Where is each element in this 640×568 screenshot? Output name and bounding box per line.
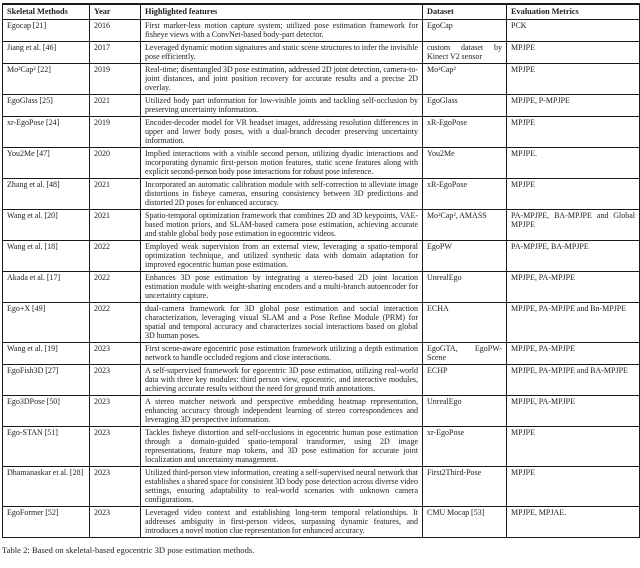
method-cell: EgoFish3D [27] (3, 365, 90, 396)
metrics-cell: MPJPE (507, 179, 640, 210)
year-cell: 2023 (90, 365, 141, 396)
col-header-skeletal-methods: Skeletal Methods (3, 4, 90, 20)
method-cell: Akada et al. [17] (3, 272, 90, 303)
dataset-cell: xR-EgoPose (423, 117, 507, 148)
features-cell: First scene-aware egocentric pose estimation framework utilizing a depth estimation network to handle occluded regions and close interactions. (141, 343, 423, 365)
table-row (3, 20, 640, 42)
dataset-cell: EgoPW (423, 241, 507, 272)
year-cell: 2022 (90, 241, 141, 272)
year-cell: 2022 (90, 303, 141, 343)
method-cell: Egocap [21] (3, 20, 90, 42)
features-cell: Leveraged dynamic motion signatures and static scene structures to infer the invisible pose efficiently. (141, 42, 423, 64)
method-cell: EgoGlass [25] (3, 95, 90, 117)
dataset-cell: ECHP (423, 365, 507, 396)
table-row (3, 241, 640, 272)
method-cell: Mo²Cap² [22] (3, 64, 90, 95)
year-cell: 2020 (90, 148, 141, 179)
method-cell: EgoFormer [52] (3, 507, 90, 538)
dataset-cell: You2Me (423, 148, 507, 179)
metrics-cell: MPJPE, PA-MPJPE (507, 272, 640, 303)
table-caption: Table 2: Based on skeletal-based egocentric 3D pose estimation methods. (2, 545, 255, 555)
features-cell: Utilized body part information for low-visible joints and tackling self-occlusion by preserving uncertainty information. (141, 95, 423, 117)
year-cell: 2021 (90, 210, 141, 241)
metrics-cell: PA-MPJPE, BA-MPJPE (507, 241, 640, 272)
table-row (3, 507, 640, 538)
features-cell: dual-camera framework for 3D global pose estimation and social interaction characterization, leveraging visual SLAM and a Pose Refine Module (PRM) for spatial and temporal accuracy and characterizes social interactions based on global 3D human poses. (141, 303, 423, 343)
header-row (3, 4, 640, 20)
metrics-cell: PA-MPJPE, BA-MPJPE and Global MPJPE (507, 210, 640, 241)
features-cell: Utilized third-person view information, creating a self-supervised neural network that establishes a shared space for consistent 3D body pose detection across diverse video settings, ensuring adaptability to real-world scenarios with unknown camera configurations. (141, 467, 423, 507)
features-cell: Encoder-decoder model for VR headset images, addressing resolution differences in upper and lower body poses, with a dual-branch decoder preserving uncertainty information. (141, 117, 423, 148)
table-row (3, 117, 640, 148)
features-cell: Incorporated an automatic calibration module with self-correction to alleviate image distortions in fisheye cameras, ensuring consistency between 3D predictions and distorted 2D poses for enhanced accuracy. (141, 179, 423, 210)
table-header (3, 4, 640, 20)
method-cell: xr-EgoPose [24] (3, 117, 90, 148)
metrics-cell: MPJPE (507, 42, 640, 64)
col-header-highlighted-features: Highlighted features (141, 4, 423, 20)
dataset-cell: Mo²Cap² (423, 64, 507, 95)
table-row (3, 272, 640, 303)
table-row (3, 210, 640, 241)
dataset-cell: xR-EgoPose (423, 179, 507, 210)
features-cell: Tackles fisheye distortion and self-occlusions in egocentric human pose estimation through a domain-guided spatio-temporal transformer, using 2D image representations, feature map tokens, and 3D pose estimation for accurate joint localization and uncertainty management. (141, 427, 423, 467)
dataset-cell: UnrealEgo (423, 396, 507, 427)
table-row (3, 365, 640, 396)
table-row (3, 179, 640, 210)
metrics-cell: MPJPE, MPJAE. (507, 507, 640, 538)
features-cell: Spatio-temporal optimization framework that combines 2D and 3D keypoints, VAE-based motion priors, and SLAM-based camera pose estimation, achieving accurate and stable global body pose estimation in egocentric videos. (141, 210, 423, 241)
col-header-year: Year (90, 4, 141, 20)
metrics-cell: MPJPE, PA-MPJPE and Bn-MPJPE (507, 303, 640, 343)
table-row (3, 148, 640, 179)
table-row (3, 42, 640, 64)
method-cell: You2Me [47] (3, 148, 90, 179)
method-cell: Wang et al. [19] (3, 343, 90, 365)
dataset-cell: First2Third-Pose (423, 467, 507, 507)
metrics-cell: MPJPE. (507, 148, 640, 179)
col-header-dataset: Dataset (423, 4, 507, 20)
metrics-cell: MPJPE (507, 427, 640, 467)
year-cell: 2021 (90, 179, 141, 210)
year-cell: 2022 (90, 272, 141, 303)
method-cell: Wang et al. [20] (3, 210, 90, 241)
table-body (3, 20, 640, 538)
method-cell: Wang et al. [18] (3, 241, 90, 272)
method-cell: Ego-STAN [51] (3, 427, 90, 467)
features-cell: Leveraged video context and establishing long-term temporal relationships. It addresses ambiguity in first-person videos, surpassing dynamic features, and introduces a novel motion clue representation for enhanced accuracy. (141, 507, 423, 538)
metrics-cell: MPJPE, PA-MPJPE and BA-MPJPE (507, 365, 640, 396)
metrics-cell: MPJPE (507, 117, 640, 148)
year-cell: 2023 (90, 396, 141, 427)
features-cell: Implied interactions with a visible second person, utilizing dyadic interactions and incorporating dynamic first-person motion features, static scene features along with explicit second-person body pose interactions for robust pose inference. (141, 148, 423, 179)
features-cell: Enhances 3D pose estimation by integrating a stereo-based 2D joint location estimation module with weight-sharing encoders and a multi-branch autoencoder for uncertainty capture. (141, 272, 423, 303)
methods-table (2, 3, 640, 538)
dataset-cell: ECHA (423, 303, 507, 343)
metrics-cell: MPJPE, P-MPJPE (507, 95, 640, 117)
method-cell: Ego3DPose [50] (3, 396, 90, 427)
features-cell: Employed weak supervision from an external view, leveraging a spatio-temporal optimization technique, and utilized synthetic data with domain adaptation for improved egocentric human pose estimation. (141, 241, 423, 272)
year-cell: 2017 (90, 42, 141, 64)
table-row (3, 95, 640, 117)
year-cell: 2023 (90, 343, 141, 365)
metrics-cell: MPJPE, PA-MPJPE (507, 343, 640, 365)
col-header-evaluation-metrics: Evaluation Metrics (507, 4, 640, 20)
table-row (3, 343, 640, 365)
metrics-cell: MPJPE, PA-MPJPE (507, 396, 640, 427)
year-cell: 2021 (90, 95, 141, 117)
table-row (3, 396, 640, 427)
year-cell: 2023 (90, 467, 141, 507)
metrics-cell: MPJPE (507, 64, 640, 95)
method-cell: Zhang et al. [48] (3, 179, 90, 210)
dataset-cell: xr-EgoPose (423, 427, 507, 467)
method-cell: Jiang et al. [46] (3, 42, 90, 64)
dataset-cell: Mo²Cap², AMASS (423, 210, 507, 241)
table-row (3, 427, 640, 467)
year-cell: 2023 (90, 427, 141, 467)
table-row (3, 467, 640, 507)
table-row (3, 303, 640, 343)
year-cell: 2023 (90, 507, 141, 538)
dataset-cell: EgoGTA, EgoPW-Scene (423, 343, 507, 365)
year-cell: 2016 (90, 20, 141, 42)
year-cell: 2019 (90, 64, 141, 95)
dataset-cell: custom dataset by Kinect V2 sensor (423, 42, 507, 64)
dataset-cell: CMU Mocap [53] (423, 507, 507, 538)
features-cell: First marker-less motion capture system; utilized pose estimation framework for fisheye views with a ConvNet-based body-part detector. (141, 20, 423, 42)
metrics-cell: PCK (507, 20, 640, 42)
year-cell: 2019 (90, 117, 141, 148)
method-cell: Dhamanaskar et al. [28] (3, 467, 90, 507)
dataset-cell: UnrealEgo (423, 272, 507, 303)
dataset-cell: EgoGlass (423, 95, 507, 117)
features-cell: A self-supervised framework for egocentric 3D pose estimation, utilizing real-world data with three key modules: third person view, egocentric, and interactive modules, achieving accurate results without the need for ground truth annotations. (141, 365, 423, 396)
metrics-cell: MPJPE (507, 467, 640, 507)
features-cell: A stereo matcher network and perspective embedding heatmap representation, enhancing accuracy through independent learning of stereo correspondences and leveraging 3D perspective information. (141, 396, 423, 427)
table-row (3, 64, 640, 95)
dataset-cell: EgoCap (423, 20, 507, 42)
method-cell: Ego+X [49] (3, 303, 90, 343)
features-cell: Real-time; disentangled 3D pose estimation, addressed 2D joint detection, camera-to-joint distances, and joint position recovery for accurate results and a precise 2D overlay. (141, 64, 423, 95)
